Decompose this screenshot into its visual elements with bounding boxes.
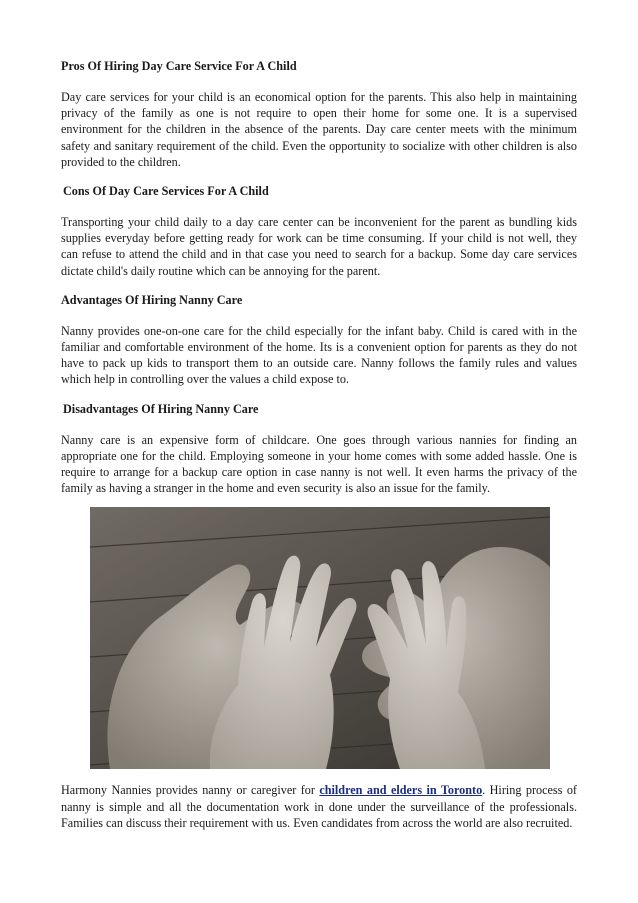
- hands-photo-icon: [90, 507, 550, 769]
- closing-text-start: Harmony Nannies provides nanny or caregiver for: [61, 783, 320, 798]
- section-heading-disadvantages-nanny: Disadvantages Of Hiring Nanny Care: [63, 401, 259, 416]
- section-body-advantages-nanny: Nanny provides one-on-one care for the child especially for the infant baby. Child is cared with in the familiar and comfortable environment of the home. Its is a convenient option for parents as they do not have to pack up kids to transport them to an outside care. Nanny follows the family rules and values which help in controlling over the values a child expose to.: [61, 323, 577, 387]
- hands-photo: [90, 507, 550, 769]
- section-heading-cons-day-care: Cons Of Day Care Services For A Child: [63, 184, 269, 199]
- section-body-cons-day-care: Transporting your child daily to a day care center can be inconvenient for the parent as bundling kids supplies everyday before getting ready for work can be time consuming. If your child is not well, they can refuse to attend the child and in that case you need to search for a backup. Some day care services dictate child's daily routine which can be annoying for the parent.: [61, 215, 577, 278]
- section-body-disadvantages-nanny: Nanny care is an expensive form of childcare. One goes through various nannies for finding an appropriate one for the child. Employing someone in your home comes with some added hassle. One is require to arrange for a backup care option in case nanny is not well. It even harms the privacy of the family as having a stranger in the home and even security is also an issue for the family.: [61, 432, 577, 496]
- children-elders-toronto-link[interactable]: children and elders in Toronto: [319, 783, 483, 798]
- section-heading-pros-day-care: Pros Of Hiring Day Care Service For A Child: [61, 59, 297, 73]
- closing-text-end: . Hiring process of nanny is simple and all the documentation work in done under the surveillance of the professionals. Families can discuss their requirement with us. Even candidates from across the world are also recruited.: [61, 783, 577, 830]
- section-body-pros-day-care: Day care services for your child is an economical option for the parents. This also help in maintaining privacy of the family as one is not require to open their home for some one. It is a supervised environment for the children in the absence of the parents. Day care center meets with the minimum safety and sanitary requirement of the child. Even the opportunity to socialize with other children is also provided to the children.: [61, 90, 577, 169]
- document-page: [61, 58, 577, 831]
- section-heading-advantages-nanny: Advantages Of Hiring Nanny Care: [61, 292, 243, 307]
- closing-paragraph: [61, 782, 577, 831]
